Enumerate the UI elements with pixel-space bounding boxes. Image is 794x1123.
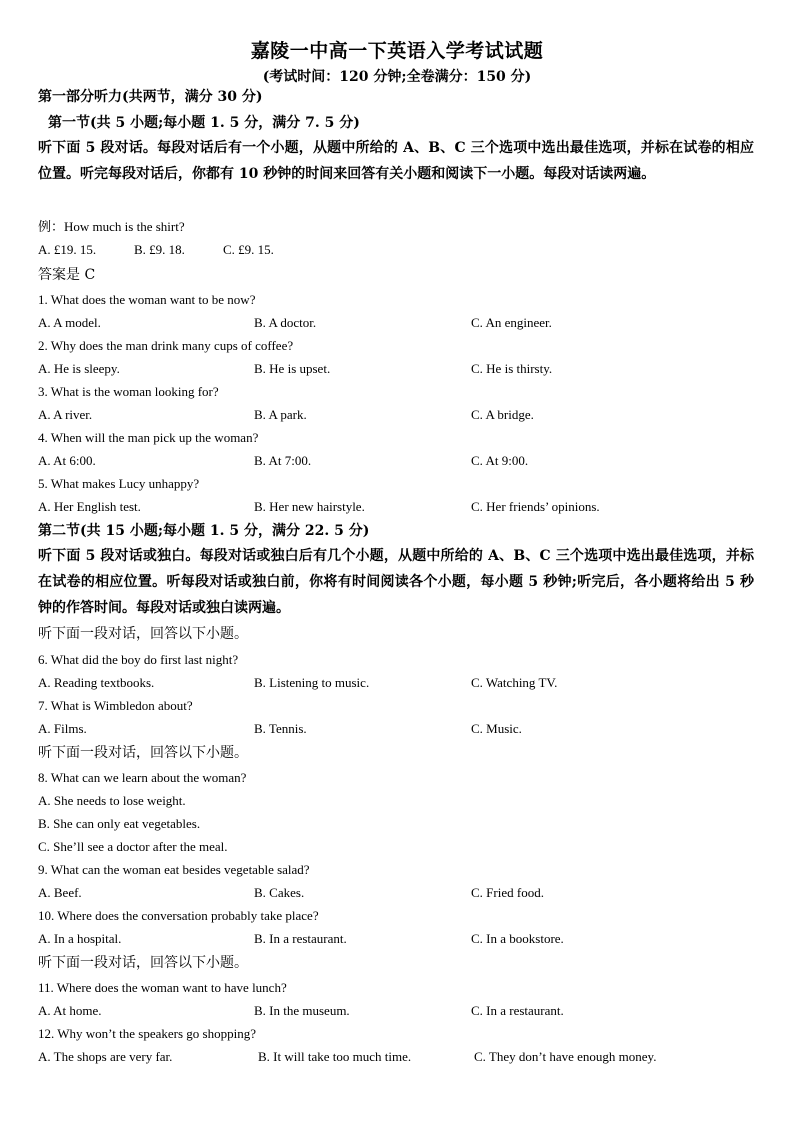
q6-option-a: A. Reading textbooks. xyxy=(38,675,155,690)
group-note-3: 听下面一段对话，回答以下小题。 xyxy=(38,955,248,971)
question-10: 10. Where does the conversation probably take place? xyxy=(38,908,319,923)
q3-option-b: B. A park. xyxy=(254,407,307,422)
part1-heading: 第一部分听力(共两节，满分 30 分) xyxy=(38,89,263,105)
question-2: 2. Why does the man drink many cups of coffee? xyxy=(38,338,294,353)
q11-option-a: A. At home. xyxy=(38,1003,102,1018)
question-4: 4. When will the man pick up the woman? xyxy=(38,430,259,445)
q7-option-c: C. Music. xyxy=(471,721,522,736)
q3-option-c: C. A bridge. xyxy=(471,407,534,422)
question-6: 6. What did the boy do first last night? xyxy=(38,652,239,667)
q2-option-c: C. He is thirsty. xyxy=(471,361,553,376)
q8-option-c: C. She’ll see a doctor after the meal. xyxy=(38,839,228,854)
question-12: 12. Why won’t the speakers go shopping? xyxy=(38,1026,256,1041)
q5-option-c: C. Her friends’ opinions. xyxy=(471,499,600,514)
question-7: 7. What is Wimbledon about? xyxy=(38,698,193,713)
question-8: 8. What can we learn about the woman? xyxy=(38,770,247,785)
q9-option-a: A. Beef. xyxy=(38,885,82,900)
q1-option-a: A. A model. xyxy=(38,315,101,330)
example-option-b: B. £9. 18. xyxy=(134,242,185,257)
q2-option-b: B. He is upset. xyxy=(254,361,331,376)
question-9: 9. What can the woman eat besides vegetable salad? xyxy=(38,862,310,877)
q3-option-a: A. A river. xyxy=(38,407,93,422)
q4-option-b: B. At 7:00. xyxy=(254,453,312,468)
exam-subtitle: (考试时间：120 分钟;全卷满分：150 分) xyxy=(262,69,532,85)
q12-option-b: B. It will take too much time. xyxy=(258,1049,412,1064)
q9-option-c: C. Fried food. xyxy=(471,885,544,900)
section1-heading: 第一节(共 5 小题;每小题 1. 5 分，满分 7. 5 分) xyxy=(48,115,360,131)
group-note-1: 听下面一段对话，回答以下小题。 xyxy=(38,626,248,642)
q10-option-a: A. In a hospital. xyxy=(38,931,122,946)
q2-option-a: A. He is sleepy. xyxy=(38,361,120,376)
q6-option-c: C. Watching TV. xyxy=(471,675,558,690)
q10-option-b: B. In a restaurant. xyxy=(254,931,347,946)
q4-option-c: C. At 9:00. xyxy=(471,453,529,468)
q8-option-a: A. She needs to lose weight. xyxy=(38,793,186,808)
q1-option-b: B. A doctor. xyxy=(254,315,317,330)
question-5: 5. What makes Lucy unhappy? xyxy=(38,476,200,491)
q5-option-b: B. Her new hairstyle. xyxy=(254,499,365,514)
example-option-a: A. £19. 15. xyxy=(38,242,97,257)
q11-option-b: B. In the museum. xyxy=(254,1003,350,1018)
q12-option-a: A. The shops are very far. xyxy=(38,1049,173,1064)
q1-option-c: C. An engineer. xyxy=(471,315,552,330)
example-answer: 答案是 C xyxy=(38,267,96,283)
q12-option-c: C. They don’t have enough money. xyxy=(474,1049,657,1064)
q7-option-a: A. Films. xyxy=(38,721,87,736)
question-3: 3. What is the woman looking for? xyxy=(38,384,219,399)
q4-option-a: A. At 6:00. xyxy=(38,453,96,468)
section2-heading: 第二节(共 15 小题;每小题 1. 5 分，满分 22. 5 分) xyxy=(38,523,370,539)
section2-instructions: 听下面 5 段对话或独白。每段对话或独白后有几个小题，从题中所给的 A、B、C 三个选项中选出最佳选项，并标在试卷的相应位置。听每段对话或独白前，你将有时间阅读各个小题，每小题 5 秒钟;听完后，各小题将给出 5 秒钟的作答时间。每段对话或独白读两遍。 xyxy=(38,548,754,616)
exam-title: 嘉陵一中高一下英语入学考试试题 xyxy=(250,40,544,62)
q11-option-c: C. In a restaurant. xyxy=(471,1003,564,1018)
q8-option-b: B. She can only eat vegetables. xyxy=(38,816,201,831)
section1-instructions: 听下面 5 段对话。每段对话后有一个小题，从题中所给的 A、B、C 三个选项中选出最佳选项，并标在试卷的相应位置。听完每段对话后，你都有 10 秒钟的时间来回答有关小题和阅读下一小题。每段对话读两遍。 xyxy=(38,140,754,182)
example-option-c: C. £9. 15. xyxy=(223,242,274,257)
q6-option-b: B. Listening to music. xyxy=(254,675,370,690)
q5-option-a: A. Her English test. xyxy=(38,499,141,514)
q10-option-c: C. In a bookstore. xyxy=(471,931,564,946)
example-question: 例：How much is the shirt? xyxy=(38,219,185,234)
group-note-2: 听下面一段对话，回答以下小题。 xyxy=(38,745,248,761)
question-1: 1. What does the woman want to be now? xyxy=(38,292,256,307)
question-11: 11. Where does the woman want to have lunch? xyxy=(38,980,287,995)
q9-option-b: B. Cakes. xyxy=(254,885,305,900)
q7-option-b: B. Tennis. xyxy=(254,721,307,736)
